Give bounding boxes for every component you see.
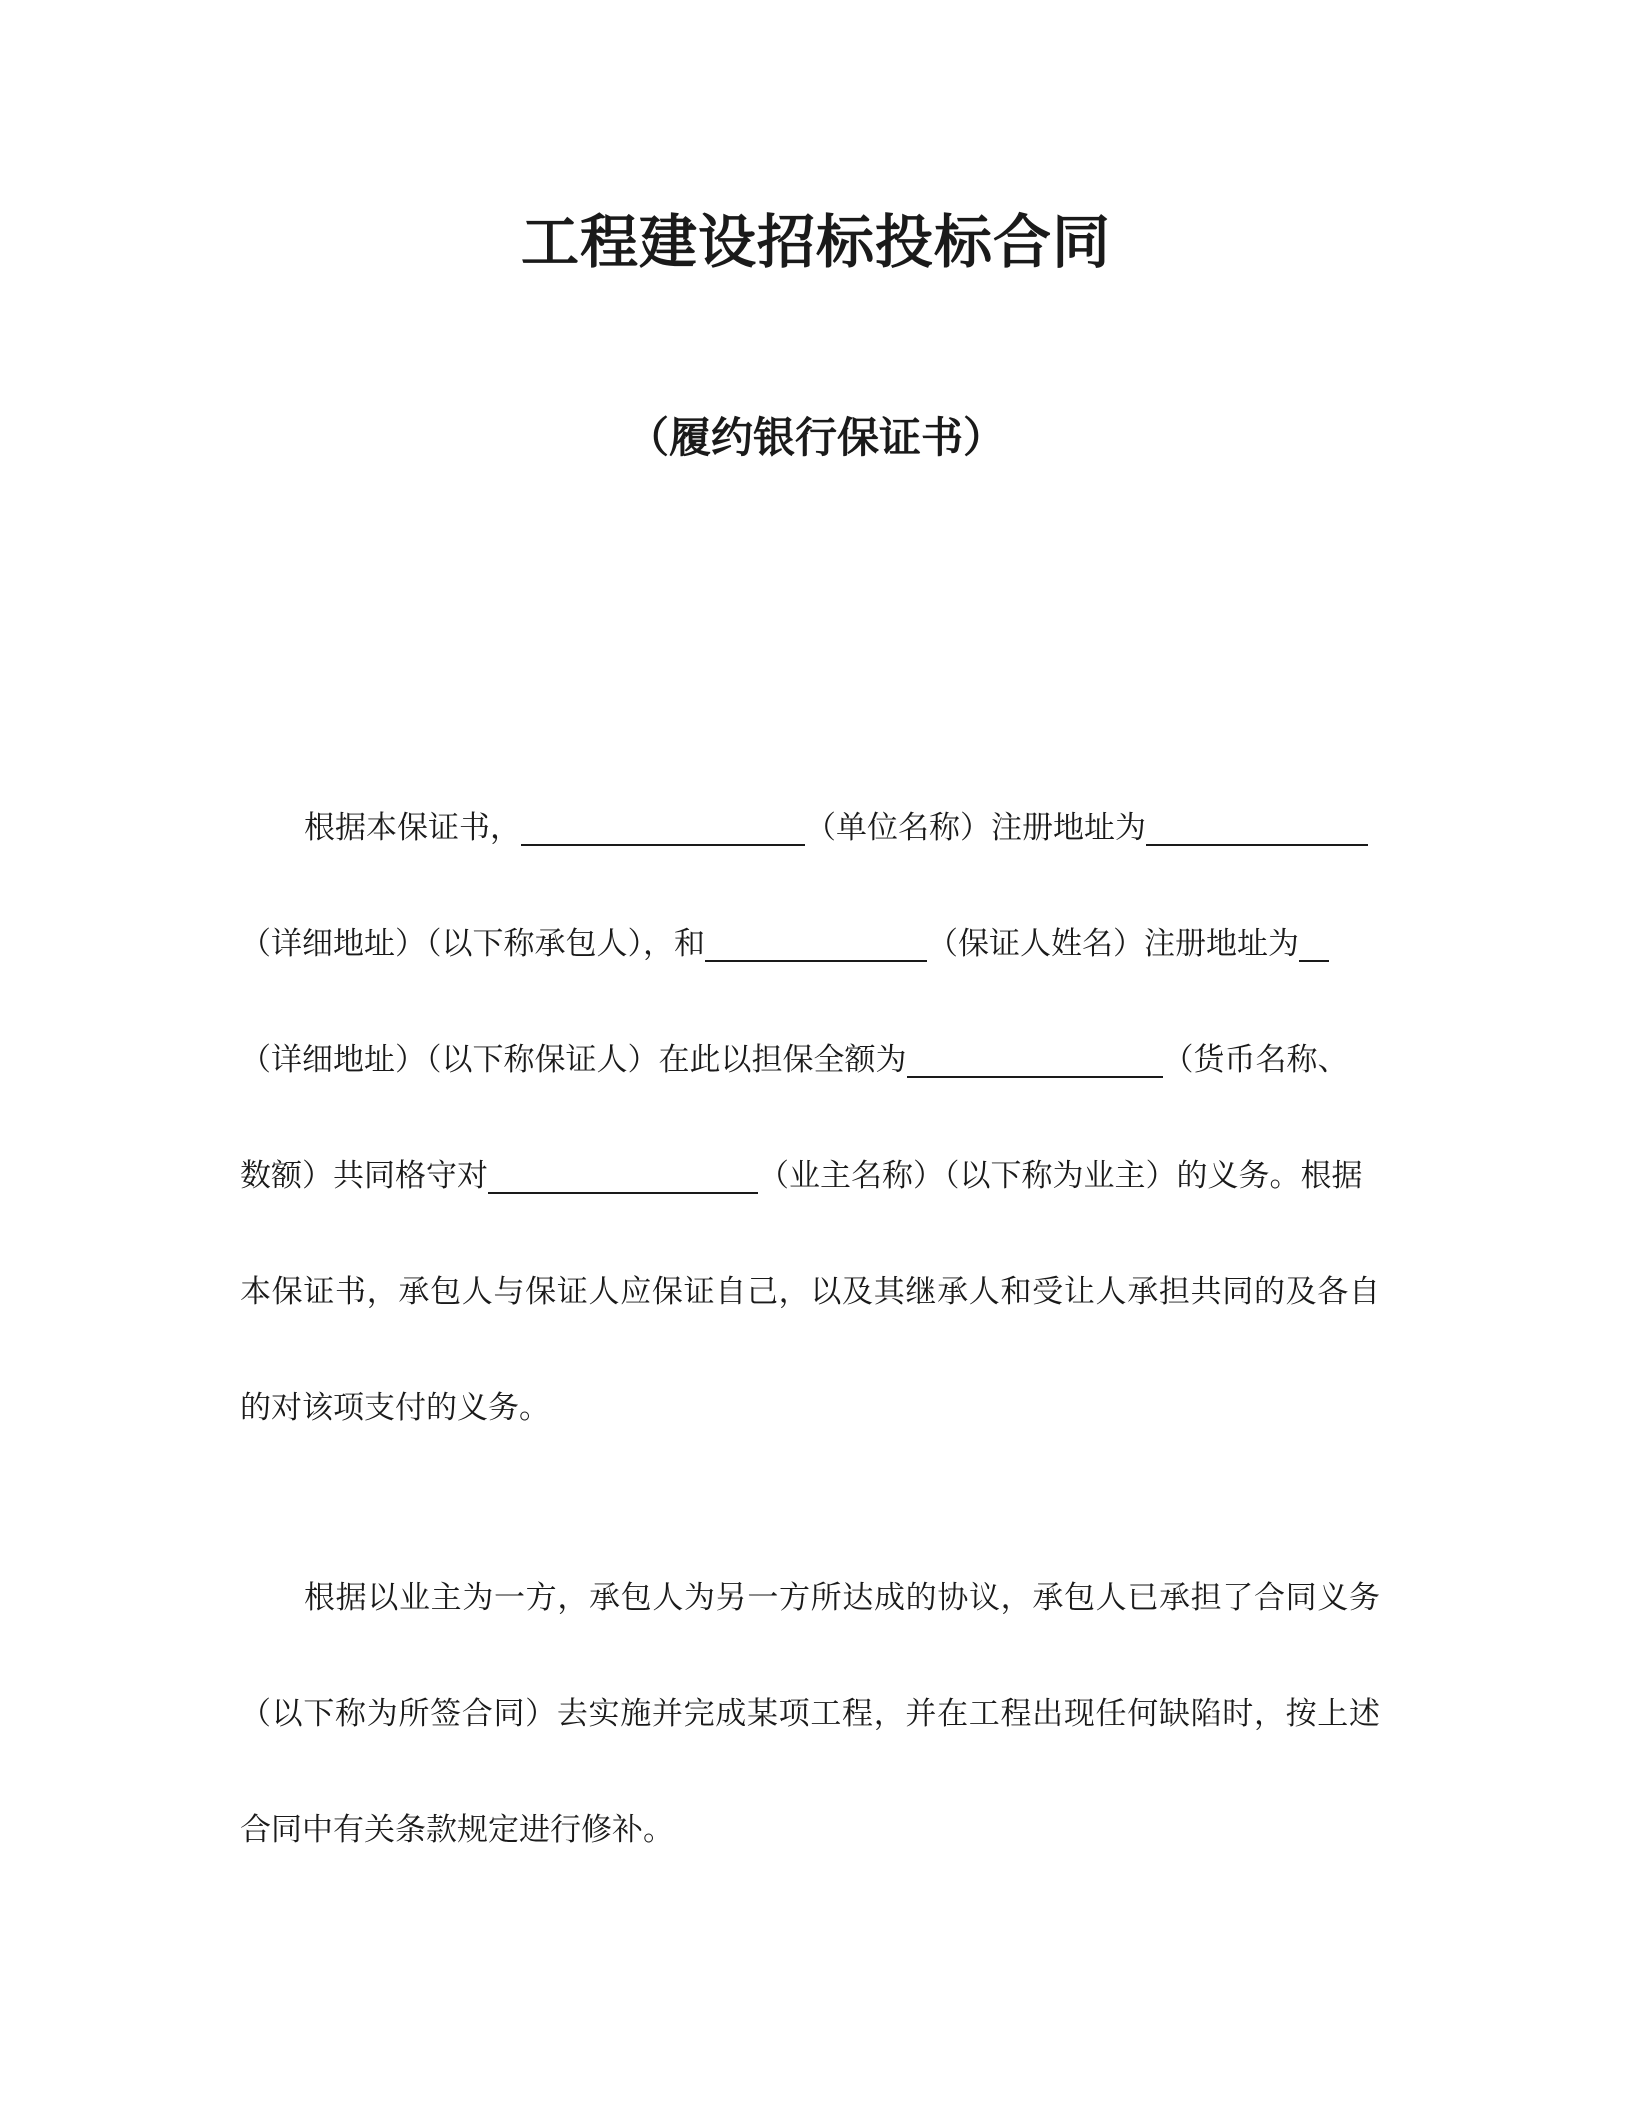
- blank-registered-address-field[interactable]: [1146, 808, 1368, 846]
- text-segment: （货币名称、: [1162, 1042, 1349, 1078]
- text-segment: 数额）共同格守对: [240, 1158, 488, 1194]
- text-segment: 根据本保证书，: [304, 810, 521, 846]
- blank-guarantor-name-field[interactable]: [705, 924, 927, 962]
- text-line: 根据以业主为一方，承包人为另一方所达成的协议，承包人已承担了合同义务: [304, 1580, 1380, 1616]
- text-segment: （单位名称）注册地址为: [805, 810, 1146, 846]
- text-segment: （详细地址）（以下称保证人）在此以担保全额为: [240, 1042, 907, 1078]
- text-segment: （保证人姓名）注册地址为: [927, 926, 1299, 962]
- document-subtitle: （履约银行保证书）: [626, 413, 1005, 462]
- text-line: 本保证书，承包人与保证人应保证自己，以及其继承人和受让人承担共同的及各自: [240, 1274, 1380, 1310]
- text-segment: （详细地址）（以下称承包人），和: [240, 926, 705, 962]
- text-line: [240, 886, 1380, 1002]
- blank-unit-name-field[interactable]: [521, 808, 805, 846]
- text-line: 合同中有关条款规定进行修补。: [240, 1812, 674, 1848]
- blank-guarantor-address-field[interactable]: [1299, 924, 1329, 962]
- document-title: 工程建设招标投标合同: [520, 208, 1111, 276]
- text-line: [240, 1002, 1380, 1118]
- text-segment: （业主名称）（以下称为业主）的义务。根据: [758, 1158, 1363, 1194]
- text-line: [240, 770, 1380, 886]
- blank-guarantee-amount-field[interactable]: [907, 1040, 1163, 1078]
- text-line: [240, 1118, 1380, 1234]
- paragraph-contract-obligation: [240, 1540, 1380, 1888]
- text-line: 的对该项支付的义务。: [240, 1390, 550, 1426]
- paragraph-guarantee-parties: [240, 770, 1380, 1466]
- text-line: （以下称为所签合同）去实施并完成某项工程，并在工程出现任何缺陷时，按上述: [240, 1696, 1380, 1732]
- blank-owner-name-field[interactable]: [488, 1156, 758, 1194]
